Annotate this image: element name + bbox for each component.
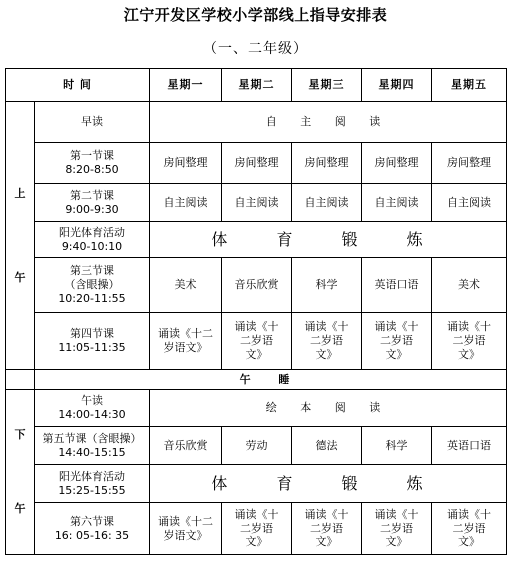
time-cell: 午读 14:00-14:30 [35, 390, 150, 427]
schedule-cell: 诵读《十 二岁语 文》 [292, 313, 362, 370]
schedule-cell: 房间整理 [432, 143, 507, 184]
time-cell: 第三节课 （含眼操） 10:20-11:55 [35, 258, 150, 313]
table-row [6, 427, 507, 465]
table-row [6, 503, 507, 555]
schedule-cell: 自主阅读 [362, 184, 432, 222]
schedule-cell: 音乐欣赏 [150, 427, 222, 465]
schedule-cell: 诵读《十二 岁语文》 [150, 503, 222, 555]
time-cell: 第一节课 8:20-8:50 [35, 143, 150, 184]
schedule-cell: 诵读《十 二岁语 文》 [292, 503, 362, 555]
schedule-cell: 英语口语 [362, 258, 432, 313]
table-row [6, 465, 507, 503]
schedule-cell: 科学 [292, 258, 362, 313]
merged-activity-cell: 体 育 锻 炼 [150, 465, 507, 503]
table-row [6, 313, 507, 370]
schedule-cell: 劳动 [222, 427, 292, 465]
merged-activity-cell: 绘 本 阅 读 [150, 390, 507, 427]
schedule-cell: 自主阅读 [432, 184, 507, 222]
schedule-cell: 房间整理 [222, 143, 292, 184]
lunch-label: 午 睡 [35, 370, 507, 390]
merged-activity-cell: 自 主 阅 读 [150, 102, 507, 143]
schedule-cell: 诵读《十 二岁语 文》 [432, 503, 507, 555]
time-cell: 早读 [35, 102, 150, 143]
schedule-cell: 自主阅读 [150, 184, 222, 222]
afternoon-label: 下 午 [6, 390, 35, 555]
schedule-cell: 自主阅读 [222, 184, 292, 222]
lunch-row [6, 370, 507, 390]
table-row [6, 258, 507, 313]
schedule-cell: 英语口语 [432, 427, 507, 465]
time-cell: 第五节课（含眼操） 14:40-15:15 [35, 427, 150, 465]
time-cell: 第二节课 9:00-9:30 [35, 184, 150, 222]
schedule-cell: 房间整理 [362, 143, 432, 184]
schedule-cell: 诵读《十二 岁语文》 [150, 313, 222, 370]
schedule-cell: 诵读《十 二岁语 文》 [362, 313, 432, 370]
schedule-cell: 科学 [362, 427, 432, 465]
table-row [6, 184, 507, 222]
schedule-cell: 房间整理 [292, 143, 362, 184]
schedule-cell: 诵读《十 二岁语 文》 [362, 503, 432, 555]
schedule-cell: 音乐欣赏 [222, 258, 292, 313]
table-row [6, 222, 507, 258]
table-row [6, 143, 507, 184]
schedule-cell: 诵读《十 二岁语 文》 [222, 503, 292, 555]
table-row [6, 390, 507, 427]
table-row [6, 102, 507, 143]
schedule-cell: 诵读《十 二岁语 文》 [222, 313, 292, 370]
header-row [6, 69, 507, 102]
day-header: 星期一 [150, 69, 222, 102]
time-cell: 第四节课 11:05-11:35 [35, 313, 150, 370]
day-header: 星期四 [362, 69, 432, 102]
schedule-cell: 美术 [432, 258, 507, 313]
time-cell: 第六节课 16: 05-16: 35 [35, 503, 150, 555]
schedule-cell: 房间整理 [150, 143, 222, 184]
schedule-table [5, 68, 507, 555]
merged-activity-cell: 体 育 锻 炼 [150, 222, 507, 258]
time-cell: 阳光体育活动 9:40-10:10 [35, 222, 150, 258]
morning-label: 上 午 [6, 102, 35, 370]
day-header: 星期五 [432, 69, 507, 102]
time-header: 时 间 [6, 69, 150, 102]
page-title: 江宁开发区学校小学部线上指导安排表 [123, 6, 388, 24]
day-header: 星期三 [292, 69, 362, 102]
time-cell: 阳光体育活动 15:25-15:55 [35, 465, 150, 503]
day-header: 星期二 [222, 69, 292, 102]
page-subtitle: （一、二年级） [203, 41, 308, 57]
schedule-cell: 美术 [150, 258, 222, 313]
schedule-cell: 德法 [292, 427, 362, 465]
schedule-cell: 自主阅读 [292, 184, 362, 222]
lunch-spacer [6, 370, 35, 390]
schedule-cell: 诵读《十 二岁语 文》 [432, 313, 507, 370]
